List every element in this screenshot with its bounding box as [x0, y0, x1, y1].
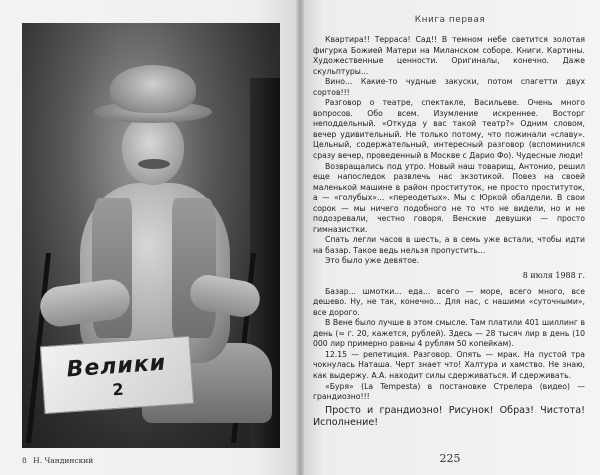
- portrait-photo: [22, 23, 280, 448]
- man-moustache: [138, 159, 170, 169]
- left-page-number: 8: [22, 456, 27, 465]
- page-number: 225: [439, 452, 461, 465]
- sign-word: Велики: [65, 350, 167, 383]
- paragraph: Квартира!! Терраса! Сад!! В темном небе светится золотая фигурка Божией Матери на Миланском соборе. Книги. Картины. Художественные ценности. Оригиналы, конечно. Даже скульптуры...: [313, 35, 585, 76]
- entry-date: 8 июля 1988 г.: [522, 271, 585, 281]
- left-footer: [22, 456, 97, 465]
- running-head: Книга первая: [414, 15, 486, 25]
- paragraph: Возвращались под утро. Новый наш товарищ, Антонио, решил еще напоследок развлечь нас экзотикой. Повез на своей маленькой машине в район проституток, не просто проституток, а — «голубых»... «переодетых». Мы с Юркой обалдели. В свои сорок — мы ничего подобного не то что не видели, но и не подозревали, честно говоря. Венские девушки — просто гимназистки.: [313, 161, 585, 234]
- man-face: [122, 115, 184, 185]
- paragraph: Вино... Какие-то чудные закуски, потом спагетти двух сортов!!!: [313, 77, 585, 97]
- hat: [110, 65, 196, 113]
- book-gutter: [296, 0, 304, 475]
- paragraph: Базар... шмотки... еда... всего — море, всего много, все дешево. Ну, не так, конечно... Для нас, с нашими «суточными», все дорого.: [313, 286, 585, 317]
- paragraph: Спать легли часов в шесть, а в семь уже встали, чтобы идти на базар. Такое ведь нельзя пропустить...: [313, 235, 585, 255]
- author-name: Н. Чандинский: [33, 456, 94, 465]
- paragraph: Разговор о театре, спектакле, Васильеве. Очень много вопросов. Обо всем. Изумление искреннее. Восторг неподдельный. «Откуда у вас такой театр?» Одним словом, вечер удивительный. Не только потому, что пожинали «славу». Цельный, содержательный, интересный разговор (вспоминился сразу вечер, проведенный в Москве с Дарио Фо). Чудесные люди!: [313, 98, 585, 161]
- body-text: [313, 35, 585, 430]
- sign-number: 2: [111, 379, 125, 400]
- paragraph: В Вене было лучше в этом смысле. Там платили 401 шиллинг в день (≈ г. 20, кажется, рублей). Здесь — 28 тысяч лир в день (10 000 лир примерно равны 4 рублям 50 копейкам).: [313, 318, 585, 349]
- chair-sign: [40, 336, 194, 414]
- paragraph: «Буря» (La Tempesta) в постановке Стрелера (видео) — грандиозно!!!: [313, 381, 585, 402]
- closing-paragraph: Просто и грандиозно! Рисунок! Образ! Чистота! Исполнение!: [313, 404, 585, 429]
- vest-right: [172, 198, 216, 338]
- paragraph: Это было уже девятое.: [325, 256, 420, 266]
- paragraph: 12.15 — репетиция. Разговор. Опять — мрак. На пустой тра чокнулась Наташа. Черт знает что! Халтура и хамство. Не знаю, как выдержу. А.А. находит силы сдерживаться. И сдерживать.: [313, 349, 585, 380]
